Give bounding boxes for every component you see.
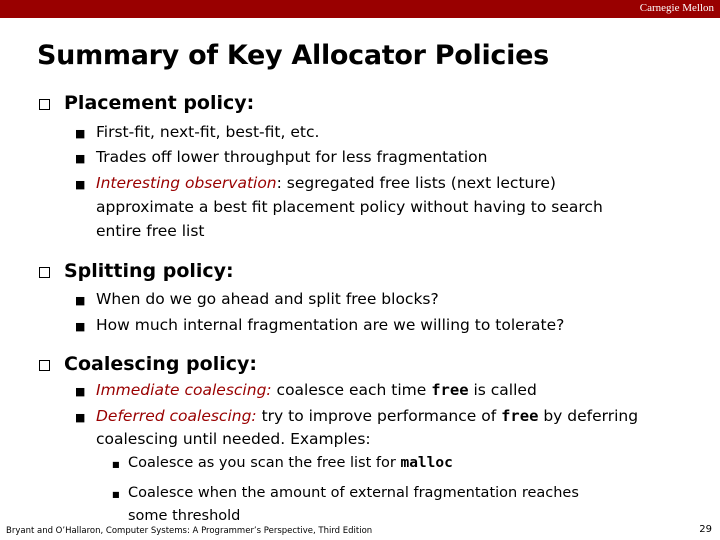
coalescing-sub-bullet-1	[128, 455, 453, 471]
coalescing-bullet-1-text: coalesce each time	[271, 381, 432, 399]
placement-bullet-2: Trades off lower throughput for less fragmentation	[96, 148, 488, 166]
coalescing-bullet-2	[96, 407, 638, 425]
checkbox-bullet-icon	[39, 99, 50, 110]
coalescing-bullet-2-line-2: coalescing until needed. Examples:	[96, 430, 371, 448]
coalescing-bullet-1	[96, 381, 537, 399]
square-bullet-icon: ■	[75, 127, 86, 140]
placement-bullet-1: First-fit, next-fit, best-fit, etc.	[96, 123, 320, 141]
square-bullet-icon: ■	[75, 411, 86, 424]
emphasis-text: Deferred coalescing:	[96, 407, 257, 425]
square-bullet-icon: ■	[75, 178, 86, 191]
page-number: 29	[699, 524, 712, 535]
code-malloc: malloc	[400, 455, 453, 471]
coalescing-sub-bullet-2-line-2: some threshold	[128, 508, 241, 524]
small-square-bullet-icon: ■	[112, 460, 120, 469]
slide-title: Summary of Key Allocator Policies	[37, 40, 549, 71]
coalescing-sub-bullet-2: Coalesce when the amount of external fragmentation reaches	[128, 485, 579, 501]
checkbox-bullet-icon	[39, 360, 50, 371]
splitting-bullet-2: How much internal fragmentation are we willing to tolerate?	[96, 316, 565, 334]
heading-splitting: Splitting policy:	[64, 260, 234, 282]
footer-citation: Bryant and O’Hallaron, Computer Systems: A Programmer’s Perspective, Third Edition	[6, 526, 373, 536]
coalescing-sub-bullet-1-text: Coalesce as you scan the free list for	[128, 455, 401, 471]
square-bullet-icon: ■	[75, 385, 86, 398]
emphasis-text: Interesting observation	[96, 174, 277, 192]
square-bullet-icon: ■	[75, 294, 86, 307]
square-bullet-icon: ■	[75, 152, 86, 165]
heading-placement: Placement policy:	[64, 92, 255, 114]
heading-coalescing: Coalescing policy:	[64, 353, 257, 375]
top-bar	[0, 0, 720, 18]
checkbox-bullet-icon	[39, 267, 50, 278]
code-free: free	[501, 407, 539, 425]
code-free: free	[431, 381, 469, 399]
placement-bullet-3-line-2: approximate a best fit placement policy without having to search	[96, 198, 603, 216]
placement-bullet-3-line-3: entire free list	[96, 222, 205, 240]
coalescing-bullet-2-text: try to improve performance of	[256, 407, 502, 425]
brand-label: Carnegie Mellon	[639, 2, 714, 14]
coalescing-bullet-1-tail: is called	[468, 381, 537, 399]
small-square-bullet-icon: ■	[112, 490, 120, 499]
square-bullet-icon: ■	[75, 320, 86, 333]
placement-bullet-3-text: : segregated free lists (next lecture)	[276, 174, 556, 192]
splitting-bullet-1: When do we go ahead and split free blocks?	[96, 290, 439, 308]
coalescing-bullet-2-tail: by deferring	[538, 407, 639, 425]
placement-bullet-3	[96, 174, 556, 192]
emphasis-text: Immediate coalescing:	[96, 381, 272, 399]
